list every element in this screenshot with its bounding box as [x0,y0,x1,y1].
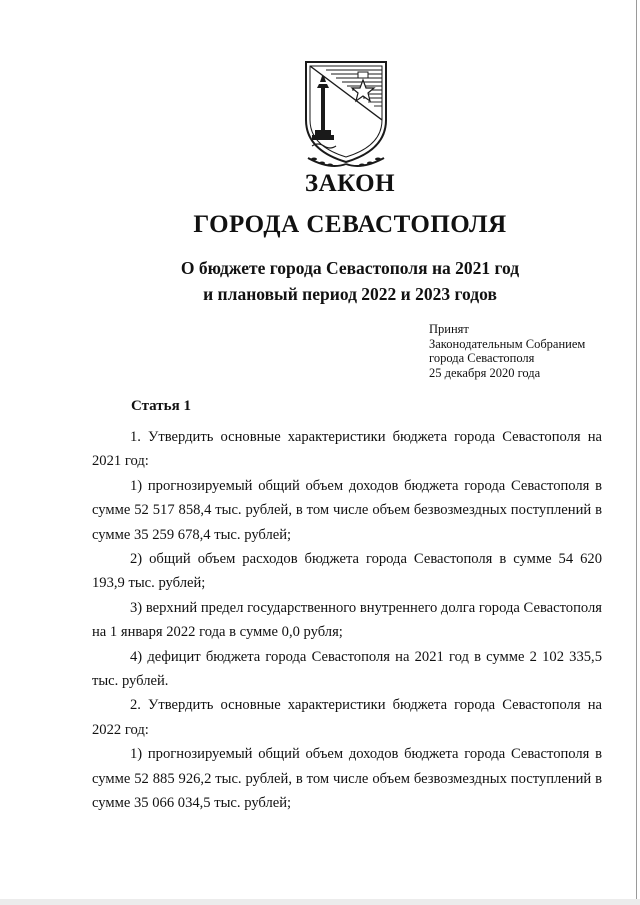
clause-paragraph: 1. Утвердить основные характеристики бюджета города Севастополя на 2021 год: [92,429,602,470]
clause-paragraph: 2. Утвердить основные характеристики бюджета города Севастополя на 2022 год: [92,697,602,738]
scan-edge [636,0,637,905]
article-body [92,425,602,816]
clause-paragraph: 4) дефицит бюджета города Севастополя на 2021 год в сумме 2 102 335,5 тыс. рублей. [92,648,602,690]
sevastopol-coat-of-arms-icon [300,58,392,170]
clause-paragraph: 1) прогнозируемый общий объем доходов бюджета города Севастополя в сумме 52 517 858,4 тыс. рублей, в том числе объем безвозмездных поступлений в сумме 35 259 678,4 тыс. рублей; [92,477,602,543]
clause-paragraph: 2) общий объем расходов бюджета города Севастополя в сумме 54 620 193,9 тыс. рублей; [92,551,602,592]
law-subject-line-2: и плановый период 2022 и 2023 годов [203,284,497,304]
adoption-note [429,322,585,380]
clause-paragraph: 3) верхний предел государственного внутреннего долга города Севастополя на 1 января 2022 года в сумме 0,0 рубля; [92,599,602,641]
law-subject-line-1: О бюджете города Севастополя на 2021 год [180,258,520,278]
article-heading: Статья 1 [131,398,191,414]
adoption-date: 25 декабря 2020 года [429,365,541,380]
adoption-note-line: Законодательным Собранием [429,336,586,351]
clause-paragraph: 1) прогнозируемый общий объем доходов бюджета города Севастополя в сумме 52 885 926,2 тыс. рублей, в том числе объем безвозмездных поступлений в сумме 35 066 034,5 тыс. рублей; [92,746,602,812]
adoption-note-line: города Севастополя [429,351,535,365]
adoption-note-line: Принят [429,322,469,336]
law-issuer: ГОРОДА СЕВАСТОПОЛЯ [193,211,507,238]
law-title: ЗАКОН [304,170,396,197]
scan-edge-bottom [0,899,640,905]
